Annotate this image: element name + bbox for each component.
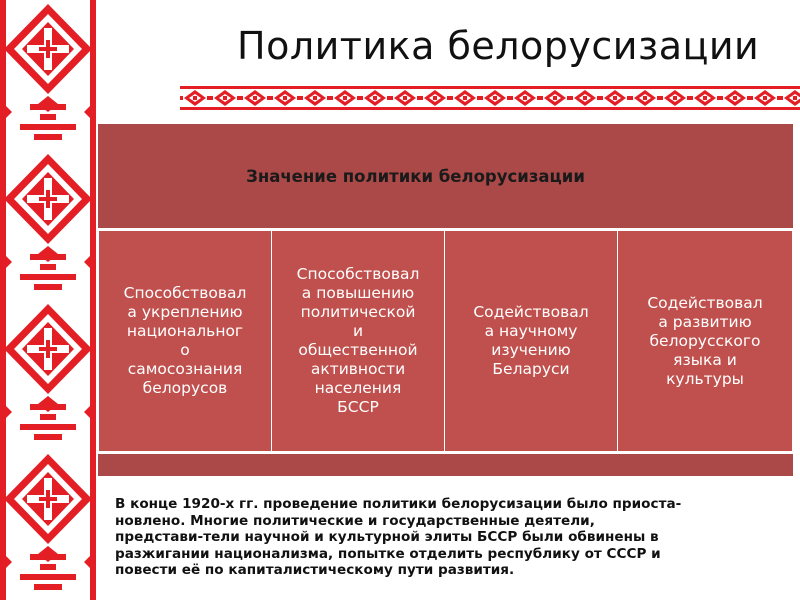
card-text: Содействовал а развитию белорусского языка и культуры (647, 293, 763, 388)
card-language-culture (617, 230, 793, 452)
card-text: Способствовал а повышению политической и общественной активности населения БССР (296, 265, 420, 416)
ornament-strip (180, 86, 800, 110)
ornament-left (0, 0, 96, 600)
page-title: Политика белорусизации (237, 24, 760, 68)
diagram-header (98, 124, 793, 228)
diagram-footer-band (98, 454, 793, 476)
card-text: Содействовал а научному изучению Беларуси (473, 303, 589, 378)
significance-diagram (98, 124, 793, 476)
card-text: Способствовал а укреплению национальног о самосознания белорусов (123, 284, 247, 397)
card-row (98, 230, 793, 452)
card-political-activity (271, 230, 445, 452)
note-paragraph: В конце 1920-х гг. проведение политики белорусизации было приоста- новлено. Многие политические и государственные деятели, представи-тели научной и культурной элиты БССР были обвинены в разжигании национализма, попытке отделить республику от СССР и повести её по капиталистическому пути развития. (115, 496, 682, 578)
card-national-consciousness (98, 230, 272, 452)
diagram-header-text: Значение политики белорусизации (246, 166, 585, 186)
card-scientific-study (444, 230, 618, 452)
